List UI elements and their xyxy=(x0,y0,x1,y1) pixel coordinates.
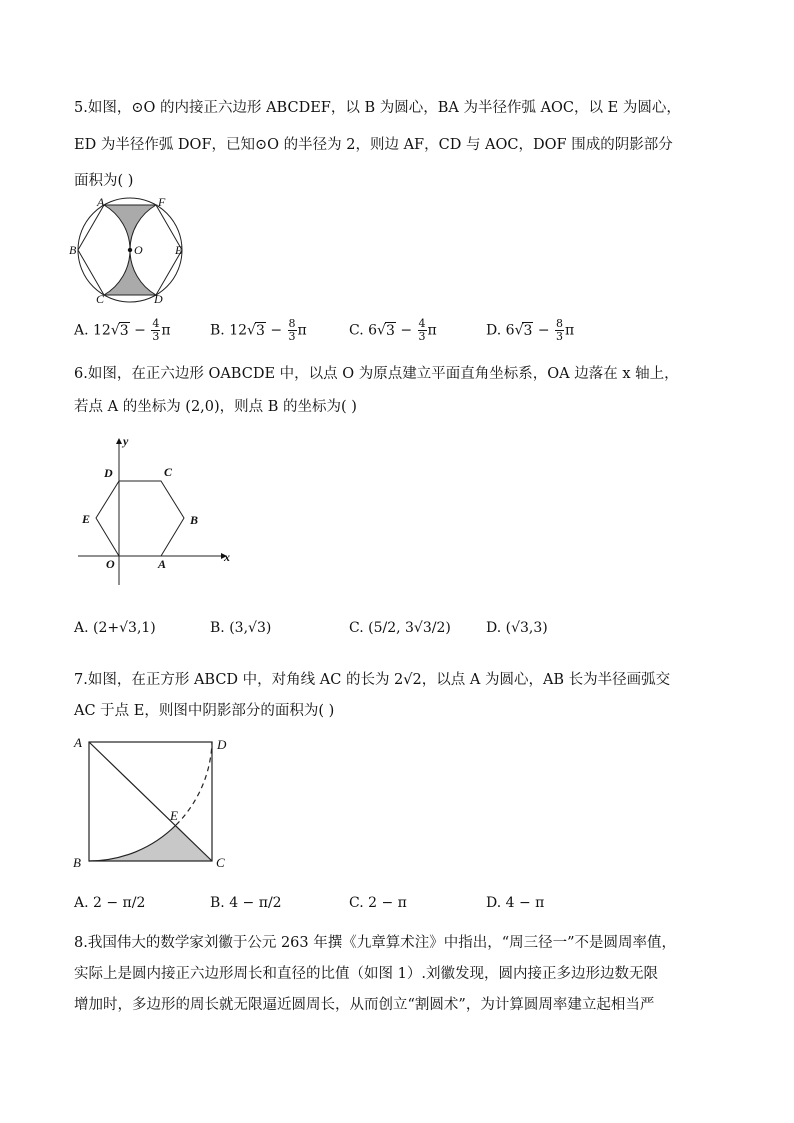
q5-label-o: O xyxy=(134,243,143,257)
q5-option-d: D. 6√3 − $\frac{8}{3}$ π xyxy=(486,317,575,343)
q6-line-2: 若点 A 的坐标为 (2,0)，则点 B 的坐标为( ) xyxy=(74,399,357,415)
q5-line-2: ED 为半径作弧 DOF，已知⊙O 的半径为 2，则边 AF，CD 与 AOC，DOF 围成的阴影部分 xyxy=(74,137,673,153)
q6-figure xyxy=(76,435,246,595)
q5-line-1: 5.如图，⊙O 的内接正六边形 ABCDEF，以 B 为圆心，BA 为半径作弧 AOC，以 E 为圆心， xyxy=(74,100,681,116)
q7-label-a: A xyxy=(74,735,82,750)
q7-option-d: D. 4 − π xyxy=(486,895,545,911)
q7-label-c: C xyxy=(216,855,225,870)
q5-option-b: B. 12√3 − $\frac{8}{3}$ π xyxy=(210,317,307,343)
q5-option-a: A. 12√3 − $\frac{4}{3}$ π xyxy=(74,317,171,343)
q5-label-c: C xyxy=(96,292,105,306)
q6-label-e: E xyxy=(82,512,91,526)
q5-line-3: 面积为( ) xyxy=(74,173,134,189)
q5-figure xyxy=(69,195,192,306)
q5-label-f: F xyxy=(158,195,166,209)
q8-line-3: 增加时，多边形的周长就无限逼近圆周长，从而创立“割圆术”，为计算圆周率建立起相当严 xyxy=(74,997,655,1013)
q6-label-y: y xyxy=(123,434,129,448)
q7-label-b: B xyxy=(73,855,81,870)
q6-option-d: D. (√3,3) xyxy=(486,620,548,636)
q7-label-e: E xyxy=(170,808,178,823)
q6-option-b: B. (3,√3) xyxy=(210,620,272,636)
q8-line-1: 8.我国伟大的数学家刘徽于公元 263 年撰《九章算术注》中指出，“周三径一”不是圆周率值， xyxy=(74,935,677,951)
q6-line-1: 6.如图，在正六边形 OABCDE 中，以点 O 为原点建立平面直角坐标系，OA 边落在 x 轴上， xyxy=(74,366,679,382)
q6-option-a: A. (2+√3,1) xyxy=(74,620,156,636)
q7-figure xyxy=(72,732,242,872)
q5-label-d: D xyxy=(154,292,163,306)
q7-option-c: C. 2 − π xyxy=(349,895,407,911)
q7-option-b: B. 4 − π/2 xyxy=(210,895,282,911)
q7-option-a: A. 2 − π/2 xyxy=(74,895,146,911)
q5-option-c: C. 6√3 − $\frac{4}{3}$ π xyxy=(349,317,437,343)
q7-line-1: 7.如图，在正方形 ABCD 中，对角线 AC 的长为 2√2，以点 A 为圆心，AB 长为半径画弧交 xyxy=(74,672,671,688)
q6-option-c: C. (5/2, 3√3/2) xyxy=(349,620,451,636)
q6-label-d: D xyxy=(104,466,113,480)
q7-label-d: D xyxy=(217,737,227,752)
q6-label-x: x xyxy=(224,550,230,564)
q7-line-2: AC 于点 E，则图中阴影部分的面积为( ) xyxy=(74,703,335,719)
q6-label-a: A xyxy=(158,557,167,571)
q5-label-b: B xyxy=(69,243,77,257)
q8-line-2: 实际上是圆内接正六边形周长和直径的比值（如图 1）.刘徽发现，圆内接正多边形边数无限 xyxy=(74,966,658,982)
q6-label-b: B xyxy=(190,513,199,527)
q6-label-o: O xyxy=(106,557,115,571)
q6-label-c: C xyxy=(164,465,173,479)
q5-label-a: A xyxy=(97,195,105,209)
q5-label-e: E xyxy=(175,243,183,257)
